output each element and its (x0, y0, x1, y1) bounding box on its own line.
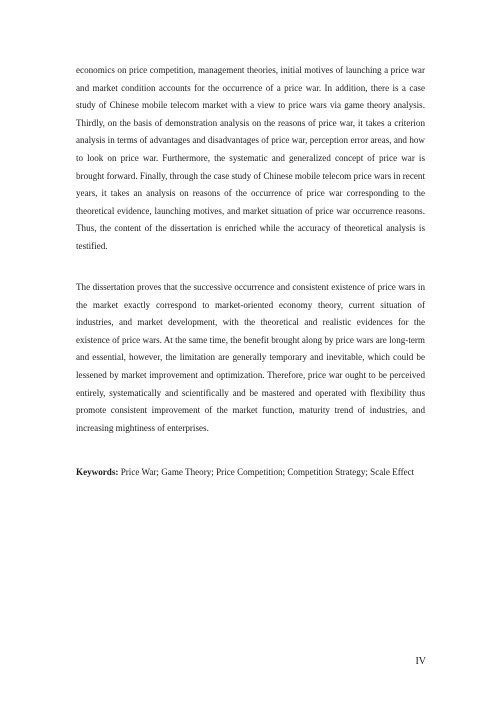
body-paragraph-2: The dissertation proves that the successive occurrence and consistent existence of price wars in the market exactly correspond to market-oriented economy theory, current situation of industries, and market development, with the theoretical and realistic evidences for the existence of price wars. At the same time, the benefit brought along by price wars are long-term and essential, however, the limitation are generally temporary and inevitable, which could be lessened by market improvement and optimization. Therefore, price war ought to be perceived entirely, systematically and scientifically and be mastered and operated with flexibility thus promote consistent improvement of the market function, maturity trend of industries, and increasing mightiness of enterprises. (76, 282, 425, 433)
keywords-line (76, 464, 425, 482)
keywords-label: Keywords: (76, 467, 119, 477)
body-paragraph-1: economics on price competition, management theories, initial motives of launching a price war and market condition accounts for the occurrence of a price war. In addition, there is a case study of Chinese mobile telecom market with a view to price wars via game theory analysis. Thirdly, on the basis of demonstration analysis on the reasons of price war, it takes a criterion analysis in terms of advantages and disadvantages of price war, perception error areas, and how to look on price war. Furthermore, the systematic and generalized concept of price war is brought forward. Finally, through the case study of Chinese mobile telecom price wars in recent years, it takes an analysis on reasons of the occurrence of price war corresponding to the theoretical evidence, launching motives, and market situation of price war occurrence reasons. Thus, the content of the dissertation is enriched while the accuracy of theoretical analysis is testified. (76, 65, 425, 251)
page-number: IV (415, 656, 426, 667)
keywords-text: Price War; Game Theory; Price Competition; Competition Strategy; Scale Effect (118, 467, 415, 477)
